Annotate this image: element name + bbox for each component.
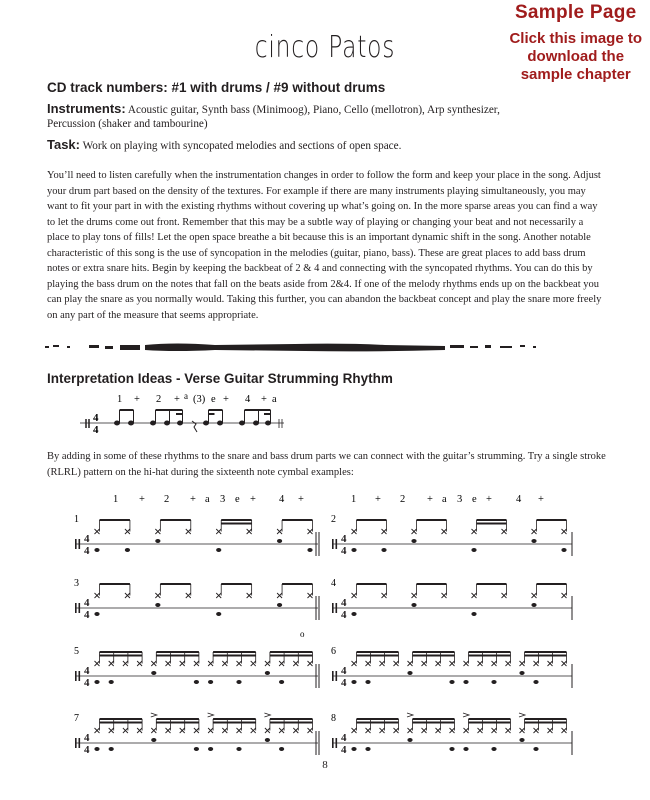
download-text-line1: Click this image to — [509, 30, 642, 47]
download-text-line2: download the — [527, 48, 625, 65]
svg-text:4: 4 — [341, 665, 347, 677]
example-staff — [75, 713, 319, 756]
count-label: + — [298, 494, 304, 505]
example-staff — [75, 519, 319, 557]
example-staff — [332, 713, 572, 756]
task-line — [47, 137, 607, 154]
example-staff — [332, 519, 572, 557]
body-paragraph: You’ll need to listen carefully when the instrumentation changes in order to follow the form and keep your place in the song. Adjust your drum part based on the density of the textures. For example if there are many instruments playing simultaneously, you may want to fit your part in with the existing rhythms without covering up what’s going on. In the more sparse areas you can find a way to let the drums come out front. Remember that this may be a subtle way of playing or changing your beat and not necessarily a place to play tons of fills! Let the open space breathe a bit because this is an important dynamic shift in the song. Another notable characteristic of this song is the use of syncopation in the melodies (guitar, piano, bass). These are great places to add bass drum notes or extra snare hits. Begin by keeping the backbeat of 2 & 4 and connecting with the syncopated rhythms. You can do this by playing the bass drum on the notes that fall on the beats aside from 2&4. If one of the melody rhythms ends up on the backbeat you can play the snare as you normally would. Taking this further, you can abandon the backbeat concept and play the snare more freely on any part of the measure that seems appropriate. — [47, 170, 602, 321]
notation-systems — [75, 519, 572, 756]
svg-text:4: 4 — [341, 609, 347, 621]
example-number: 6 — [331, 646, 336, 657]
count-label: 4 — [516, 494, 522, 505]
count-label: 4 — [245, 394, 251, 405]
count-label: 4 — [279, 494, 285, 505]
count-label: (3) — [193, 394, 206, 405]
svg-text:4: 4 — [341, 744, 347, 756]
count-label: e — [211, 394, 216, 405]
count-label: 2 — [400, 494, 406, 505]
svg-text:4: 4 — [341, 545, 347, 557]
example-number: 1 — [74, 514, 79, 525]
svg-text:4: 4 — [93, 412, 99, 424]
example-staff — [75, 651, 319, 689]
svg-text:4: 4 — [84, 665, 90, 677]
svg-text:4: 4 — [84, 545, 90, 557]
svg-text:4: 4 — [84, 744, 90, 756]
example-staff — [332, 651, 572, 689]
count-label: 3 — [220, 494, 226, 505]
page-number: 8 — [322, 759, 328, 771]
svg-text:4: 4 — [341, 732, 347, 744]
count-label: 2 — [156, 394, 162, 405]
svg-text:4: 4 — [84, 597, 90, 609]
sample-page-label: Sample Page — [514, 2, 637, 23]
instruments-line-2: Percussion (shaker and tambourine) — [47, 118, 208, 130]
instruments-label: Instruments: — [47, 101, 126, 116]
svg-text:4: 4 — [341, 533, 347, 545]
count-label: 3 — [457, 494, 463, 505]
task-text: Work on playing with syncopated melodies and sections of open space. — [80, 140, 402, 152]
count-label: + — [250, 494, 256, 505]
example-1-count — [113, 494, 304, 505]
brush-divider — [45, 340, 575, 356]
example-number: 4 — [331, 578, 336, 589]
count-label: + — [190, 494, 196, 505]
count-label: + — [375, 494, 381, 505]
svg-text:4: 4 — [93, 424, 99, 436]
count-label: a — [442, 494, 447, 505]
svg-text:4: 4 — [341, 677, 347, 689]
count-label: + — [134, 394, 140, 405]
svg-text:4: 4 — [341, 597, 347, 609]
count-label: a — [205, 494, 210, 505]
guitar-rhythm-staff — [80, 390, 300, 440]
count-label: a — [184, 391, 188, 401]
count-label: + — [223, 394, 229, 405]
svg-text:4: 4 — [84, 533, 90, 545]
svg-text:4: 4 — [84, 732, 90, 744]
example-staff — [332, 583, 572, 621]
instruments-text: Acoustic guitar, Synth bass (Minimoog), Piano, Cello (mellotron), Arp synthesizer, — [125, 104, 500, 116]
example-staff — [75, 583, 319, 621]
count-label: 1 — [113, 494, 119, 505]
count-label: 1 — [351, 494, 357, 505]
drum-notation — [60, 488, 580, 756]
task-label: Task: — [47, 137, 80, 152]
count-label: + — [427, 494, 433, 505]
instruments-line — [47, 101, 607, 118]
svg-text:4: 4 — [84, 677, 90, 689]
cd-track-numbers: CD track numbers: #1 with drums / #9 without drums — [47, 80, 386, 95]
count-label: + — [174, 394, 180, 405]
section-title: Interpretation Ideas - Verse Guitar Strumming Rhythm — [47, 371, 393, 386]
example-number: 3 — [74, 578, 79, 589]
example-number: 8 — [331, 713, 336, 724]
example-2-count — [351, 494, 544, 505]
example-number: 7 — [74, 713, 79, 724]
count-label: + — [139, 494, 145, 505]
count-label: + — [538, 494, 544, 505]
count-label: + — [261, 394, 267, 405]
count-label: 2 — [164, 494, 170, 505]
song-title: cinco Patos — [254, 30, 396, 65]
count-label: e — [472, 494, 477, 505]
intro-paragraph: By adding in some of these rhythms to the snare and bass drum parts we can connect with the guitar’s strumming. Try a single stroke (RLRL) pattern on the hi-hat during the sixteenth note cymbal examples: — [47, 451, 606, 478]
open-hihat-mark: o — [300, 629, 305, 639]
example-number: 5 — [74, 646, 79, 657]
count-label: + — [486, 494, 492, 505]
count-label: 1 — [117, 394, 123, 405]
download-text-line3: sample chapter — [520, 66, 631, 83]
example-number: 2 — [331, 514, 336, 525]
count-label: e — [235, 494, 240, 505]
svg-text:4: 4 — [84, 609, 90, 621]
count-label: a — [272, 394, 277, 405]
